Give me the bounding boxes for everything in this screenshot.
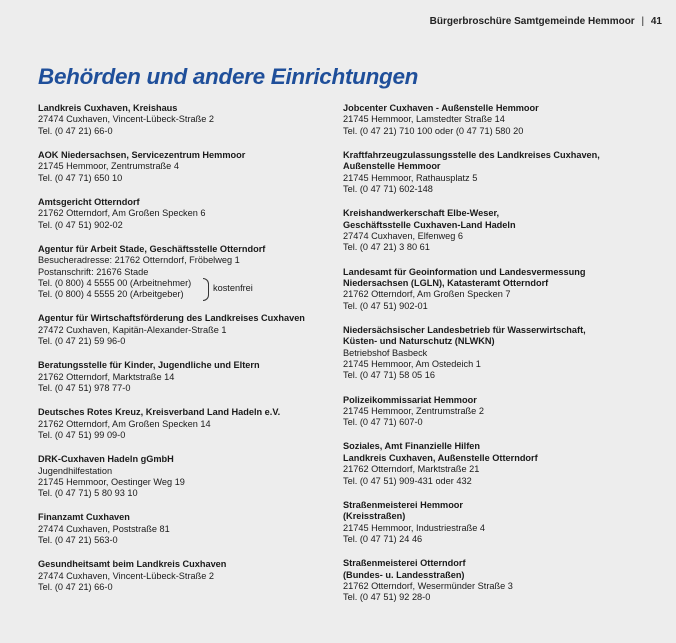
entry-line: 21762 Otterndorf, Am Großen Specken 7 xyxy=(343,289,511,300)
entry-name: Gesundheitsamt beim Landkreis Cuxhaven xyxy=(38,559,227,570)
page-number: 41 xyxy=(650,16,662,27)
left-column xyxy=(38,103,338,606)
entry-line: Tel. (0 47 71) 650 10 xyxy=(38,172,123,183)
entry-line: Tel. (0 47 71) 5 80 93 10 xyxy=(38,488,138,499)
entry-line: 21762 Otterndorf, Am Großen Specken 6 xyxy=(38,208,206,219)
entry-name: AOK Niedersachsen, Servicezentrum Hemmoor xyxy=(38,149,246,160)
entry-line: 27474 Cuxhaven, Vincent-Lübeck-Straße 2 xyxy=(38,570,215,581)
entry-line: Besucheradresse: 21762 Otterndorf, Fröbelweg 1 xyxy=(38,255,240,266)
toll-free-numbers xyxy=(38,278,338,301)
entry-name: Kraftfahrzeugzulassungsstelle des Landkreises Cuxhaven, xyxy=(343,149,600,160)
entry-line: Tel. (0 47 21) 3 80 61 xyxy=(343,242,430,253)
entry-name: DRK-Cuxhaven Hadeln gGmbH xyxy=(38,454,174,465)
entry-line: Tel. (0 47 51) 909-431 oder 432 xyxy=(343,475,472,486)
entry-name: Landesamt für Geoinformation und Landesvermessung xyxy=(343,266,586,277)
entry-line: Tel. (0 47 21) 710 100 oder (0 47 71) 580 20 xyxy=(343,125,524,136)
directory-entry xyxy=(38,150,338,184)
entry-line: 27474 Cuxhaven, Poststraße 81 xyxy=(38,523,170,534)
entry-name: Landkreis Cuxhaven, Kreishaus xyxy=(38,103,178,113)
entry-name: Deutsches Rotes Kreuz, Kreisverband Land Hadeln e.V. xyxy=(38,407,281,418)
entry-line: Tel. (0 47 21) 59 96-0 xyxy=(38,336,126,347)
entry-line: 21745 Hemmoor, Industriestraße 4 xyxy=(343,522,485,533)
directory-entry xyxy=(343,325,663,382)
entry-name: Agentur für Wirtschaftsförderung des Landkreises Cuxhaven xyxy=(38,313,305,324)
entry-name: Niedersachsen (LGLN), Katasteramt Otterndorf xyxy=(343,277,549,288)
entry-name: Küsten- und Naturschutz (NLWKN) xyxy=(343,336,495,347)
entry-name: Landkreis Cuxhaven, Außenstelle Otterndorf xyxy=(343,452,538,463)
entry-name: (Kreisstraßen) xyxy=(343,511,406,522)
entry-name: Straßenmeisterei Hemmoor xyxy=(343,499,463,510)
entry-line: Tel. (0 47 51) 92 28-0 xyxy=(343,592,431,603)
entry-line: Tel. (0 47 71) 24 46 xyxy=(343,534,423,544)
entry-line: 21745 Hemmoor, Am Ostedeich 1 xyxy=(343,359,481,370)
directory-entry xyxy=(38,407,338,441)
header-separator: | xyxy=(641,16,645,27)
curly-brace xyxy=(203,278,209,301)
entry-line: Betriebshof Basbeck xyxy=(343,347,428,358)
entry-name: Kreishandwerkerschaft Elbe-Weser, xyxy=(343,208,500,219)
entry-line: 27474 Cuxhaven, Elfenweg 6 xyxy=(343,231,464,242)
entry-line: 27474 Cuxhaven, Vincent-Lübeck-Straße 2 xyxy=(38,114,215,125)
entry-line: 27472 Cuxhaven, Kapitän-Alexander-Straße 1 xyxy=(38,324,227,335)
entry-line: Tel. (0 47 51) 978 77-0 xyxy=(38,383,131,394)
entry-line: 21762 Otterndorf, Am Großen Specken 14 xyxy=(38,418,211,429)
entry-line: 21745 Hemmoor, Lamstedter Straße 14 xyxy=(343,114,505,125)
entry-line: Tel. (0 47 51) 99 09-0 xyxy=(38,430,126,441)
entry-line: Tel. (0 800) 4 5555 00 (Arbeitnehmer) xyxy=(38,277,192,288)
entry-line: 21762 Otterndorf, Marktstraße 14 xyxy=(38,371,175,382)
entry-line: Jugendhilfestation xyxy=(38,465,113,476)
entry-name: Agentur für Arbeit Stade, Geschäftsstelle Otterndorf xyxy=(38,243,266,254)
directory-entry xyxy=(343,500,663,546)
directory-entry xyxy=(38,244,338,301)
entry-line: Tel. (0 47 21) 66-0 xyxy=(38,582,113,593)
entry-line: 21762 Otterndorf, Wesermünder Straße 3 xyxy=(343,580,513,591)
entry-name: Jobcenter Cuxhaven - Außenstelle Hemmoor xyxy=(343,103,539,113)
entry-name: Beratungsstelle für Kinder, Jugendliche und Eltern xyxy=(38,360,260,371)
directory-entry xyxy=(343,208,663,254)
entry-line: Tel. (0 47 71) 607-0 xyxy=(343,417,423,428)
directory-entry xyxy=(343,395,663,429)
directory-entry xyxy=(38,512,338,546)
entry-line: 21745 Hemmoor, Rathausplatz 5 xyxy=(343,172,478,183)
right-column xyxy=(343,103,663,616)
directory-entry xyxy=(38,313,338,347)
entry-name: Soziales, Amt Finanzielle Hilfen xyxy=(343,441,480,452)
directory-entry xyxy=(38,454,338,500)
entry-line: Postanschrift: 21676 Stade xyxy=(38,266,149,277)
directory-entry xyxy=(38,197,338,231)
directory-entry xyxy=(343,441,663,487)
entry-name: Finanzamt Cuxhaven xyxy=(38,512,130,523)
page-title: Behörden und andere Einrichtungen xyxy=(38,64,419,89)
entry-line: Tel. (0 47 21) 66-0 xyxy=(38,125,113,136)
entry-line: 21762 Otterndorf, Marktstraße 21 xyxy=(343,464,480,475)
entry-line: Tel. (0 47 21) 563-0 xyxy=(38,535,118,546)
directory-entry xyxy=(38,360,338,394)
entry-name: Amtsgericht Otterndorf xyxy=(38,196,140,207)
entry-name: (Bundes- u. Landesstraßen) xyxy=(343,569,465,580)
entry-name: Straßenmeisterei Otterndorf xyxy=(343,558,466,569)
page-header xyxy=(430,16,662,27)
directory-entry xyxy=(343,558,663,604)
entry-name: Geschäftsstelle Cuxhaven-Land Hadeln xyxy=(343,219,516,230)
toll-free-note: kostenfrei xyxy=(213,282,253,293)
entry-line: Tel. (0 47 71) 602-148 xyxy=(343,184,433,195)
directory-entry xyxy=(343,103,663,137)
entry-line: Tel. (0 47 51) 902-02 xyxy=(38,219,123,230)
directory-entry xyxy=(38,103,338,137)
entry-line: 21745 Hemmoor, Zentrumstraße 4 xyxy=(38,161,179,172)
directory-entry xyxy=(343,267,663,313)
entry-line: Tel. (0 47 71) 58 05 16 xyxy=(343,370,435,381)
entry-line: 21745 Hemmoor, Zentrumstraße 2 xyxy=(343,405,484,416)
entry-name: Niedersächsischer Landesbetrieb für Wasserwirtschaft, xyxy=(343,324,586,335)
entry-line: Tel. (0 800) 4 5555 20 (Arbeitgeber) xyxy=(38,289,184,300)
directory-entry xyxy=(38,559,338,593)
entry-name: Außenstelle Hemmoor xyxy=(343,161,441,172)
directory-entry xyxy=(343,150,663,196)
brochure-title: Bürgerbroschüre Samtgemeinde Hemmoor xyxy=(429,16,635,27)
entry-line: Tel. (0 47 51) 902-01 xyxy=(343,300,428,311)
entry-name: Polizeikommissariat Hemmoor xyxy=(343,394,477,405)
entry-line: 21745 Hemmoor, Oestinger Weg 19 xyxy=(38,476,185,487)
